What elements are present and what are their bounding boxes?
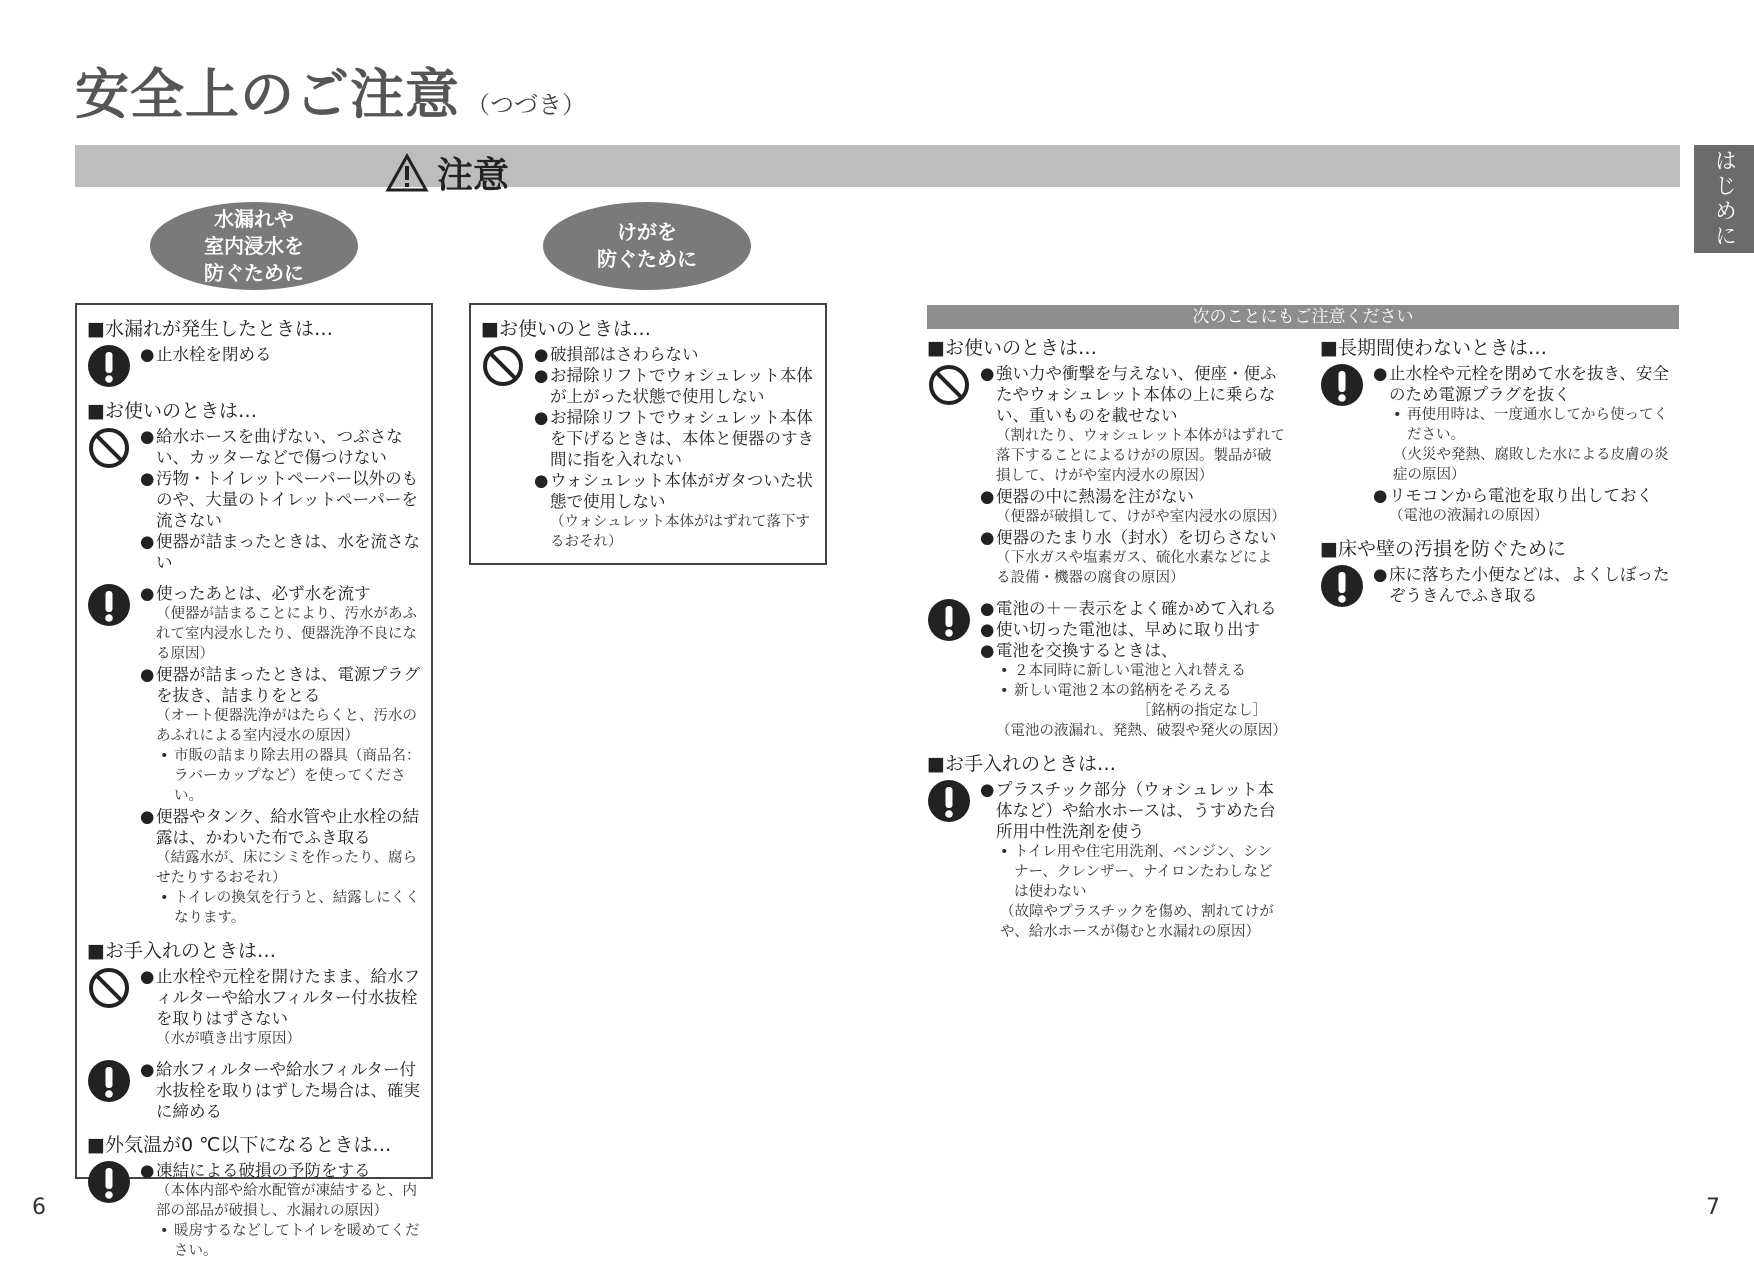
instruction-item: ● 便器の中に熱湯を注がない bbox=[980, 486, 1285, 507]
oval-line: 水漏れや bbox=[214, 206, 294, 231]
instruction-item: ● 給水ホースを曲げない、つぶさない、カッターなどで傷つけない bbox=[140, 426, 427, 468]
instruction-item: ● 強い力や衝撃を与えない、便座・便ふたやウォシュレット本体の上に乗らない、重いものを載せない bbox=[980, 363, 1285, 426]
instruction-bullet: • ２本同時に新しい電池と入れ替える bbox=[980, 661, 1285, 681]
oval-line: 室内浸水を bbox=[204, 233, 304, 258]
section-heading: ■水漏れが発生したときは… bbox=[87, 318, 333, 340]
other-cautions-band: 次のことにもご注意ください bbox=[927, 305, 1679, 329]
instruction-item: ● 床に落ちた小便などは、よくしぼったぞうきんでふき取る bbox=[1373, 564, 1680, 606]
oval-water-prevention bbox=[150, 202, 358, 290]
caution-label bbox=[385, 147, 509, 198]
prohibition-icon bbox=[481, 344, 525, 388]
instruction-item: ● 給水フィルターや給水フィルター付水抜栓を取りはずした場合は、確実に締める bbox=[140, 1059, 427, 1122]
column-injury bbox=[481, 316, 819, 562]
instruction-group bbox=[87, 344, 427, 388]
column-other-right bbox=[1320, 335, 1680, 618]
instruction-item: ● お掃除リフトでウォシュレット本体を下げるときは、本体と便器のすき間に指を入れない bbox=[534, 407, 819, 470]
instruction-bullet: • 新しい電池２本の銘柄をそろえる bbox=[980, 681, 1285, 701]
instruction-group bbox=[927, 779, 1285, 942]
instruction-item: ● リモコンから電池を取り出しておく bbox=[1373, 485, 1680, 506]
instruction-group bbox=[87, 426, 427, 573]
page-number-left: 6 bbox=[32, 1195, 46, 1220]
caution-text: 注意 bbox=[437, 155, 510, 196]
instruction-group bbox=[1320, 564, 1680, 608]
instruction-note: （電池の液漏れの原因） bbox=[1389, 508, 1549, 524]
caution-bar bbox=[75, 145, 1680, 196]
instruction-note: （便器が破損して、けがや室内浸水の原因） bbox=[996, 509, 1286, 525]
mandatory-action-icon bbox=[87, 1160, 131, 1204]
instruction-note: （便器が詰まることにより、汚水があふれて室内浸水したり、便器洗浄不良になる原因） bbox=[156, 606, 417, 662]
prohibition-icon bbox=[87, 426, 131, 470]
instruction-note: （オート便器洗浄がはたらくと、汚水のあふれによる室内浸水の原因） bbox=[156, 708, 417, 744]
instruction-item: ● 止水栓を閉める bbox=[140, 344, 427, 365]
instruction-group bbox=[87, 1160, 427, 1261]
title-text: 安全上のご注意 bbox=[75, 63, 460, 126]
instruction-note: ［銘柄の指定なし］ bbox=[1136, 703, 1267, 719]
section-heading: ■お使いのときは… bbox=[87, 400, 257, 422]
mandatory-action-icon bbox=[87, 1059, 131, 1103]
prohibition-icon bbox=[87, 966, 131, 1010]
instruction-bullet: • 市販の詰まり除去用の器具（商品名：ラバーカップなど）を使ってください。 bbox=[140, 746, 427, 806]
instruction-item: ● お掃除リフトでウォシュレット本体が上がった状態で使用しない bbox=[534, 365, 819, 407]
instruction-item: ● 電池の＋－表示をよく確かめて入れる bbox=[980, 598, 1285, 619]
instruction-item: ● 使ったあとは、必ず水を流す bbox=[140, 583, 427, 604]
instruction-note: （火災や発熱、腐敗した水による皮膚の炎症の原因） bbox=[1393, 447, 1669, 483]
instruction-note: （下水ガスや塩素ガス、硫化水素などによる設備・機器の腐食の原因） bbox=[996, 550, 1272, 586]
oval-line: 防ぐために bbox=[204, 260, 304, 285]
instruction-item: ● 便器が詰まったときは、水を流さない bbox=[140, 531, 427, 573]
section-heading: ■床や壁の汚損を防ぐために bbox=[1320, 538, 1566, 560]
instruction-bullet: • 再使用時は、一度通水してから使ってください。 bbox=[1373, 405, 1680, 445]
section-heading: ■外気温が0 ℃以下になるときは… bbox=[87, 1134, 392, 1156]
section-heading: ■お手入れのときは… bbox=[927, 753, 1116, 775]
instruction-note: （本体内部や給水配管が凍結すると、内部の部品が破損し、水漏れの原因） bbox=[156, 1183, 417, 1219]
instruction-item: ● 電池を交換するときは、 bbox=[980, 640, 1285, 661]
prohibition-icon bbox=[927, 363, 971, 407]
instruction-item: ● ウォシュレット本体がガタついた状態で使用しない bbox=[534, 470, 819, 512]
oval-line: けがを bbox=[617, 220, 677, 244]
mandatory-action-icon bbox=[1320, 564, 1364, 608]
instruction-item: ● プラスチック部分（ウォシュレット本体など）や給水ホースは、うすめた台所用中性洗剤を使う bbox=[980, 779, 1285, 842]
column-water bbox=[87, 316, 427, 1271]
section-heading: ■長期間使わないときは… bbox=[1320, 337, 1547, 359]
page-number-right: 7 bbox=[1706, 1195, 1720, 1220]
instruction-group bbox=[87, 1059, 427, 1122]
oval-line: 防ぐために bbox=[597, 247, 697, 271]
mandatory-action-icon bbox=[1320, 363, 1364, 407]
instruction-group bbox=[87, 583, 427, 928]
instruction-note: （ウォシュレット本体がはずれて落下するおそれ） bbox=[550, 514, 810, 550]
section-heading: ■お使いのときは… bbox=[927, 337, 1097, 359]
side-tab[interactable]: はじめに bbox=[1694, 145, 1754, 253]
instruction-item: ● 破損部はさわらない bbox=[534, 344, 819, 365]
instruction-group bbox=[87, 966, 427, 1049]
instruction-note: （故障やプラスチックを傷め、割れてけがや、給水ホースが傷むと水漏れの原因） bbox=[1000, 904, 1274, 940]
instruction-item: ● 止水栓や元栓を閉めて水を抜き、安全のため電源プラグを抜く bbox=[1373, 363, 1680, 405]
mandatory-action-icon bbox=[87, 583, 131, 627]
mandatory-action-icon bbox=[927, 779, 971, 823]
instruction-bullet: • トイレの換気を行うと、結露しにくくなります。 bbox=[140, 888, 427, 928]
instruction-note: （割れたり、ウォシュレット本体がはずれて落下することによるけがの原因。製品が破損して、けがや室内浸水の原因） bbox=[996, 428, 1285, 484]
column-other-left bbox=[927, 335, 1285, 952]
instruction-item: ● 使い切った電池は、早めに取り出す bbox=[980, 619, 1285, 640]
instruction-group bbox=[481, 344, 819, 552]
section-heading: ■お手入れのときは… bbox=[87, 940, 276, 962]
instruction-group bbox=[1320, 363, 1680, 526]
instruction-group bbox=[927, 363, 1285, 588]
title-sub: （つづき） bbox=[466, 91, 586, 119]
mandatory-action-icon bbox=[927, 598, 971, 642]
instruction-item: ● 凍結による破損の予防をする bbox=[140, 1160, 427, 1181]
instruction-item: ● 止水栓や元栓を開けたまま、給水フィルターや給水フィルター付水抜栓を取りはずさない bbox=[140, 966, 427, 1029]
instruction-item: ● 便器が詰まったときは、電源プラグを抜き、詰まりをとる bbox=[140, 664, 427, 706]
instruction-note: （水が噴き出す原因） bbox=[156, 1031, 301, 1047]
instruction-item: ● 汚物・トイレットペーパー以外のものや、大量のトイレットペーパーを流さない bbox=[140, 468, 427, 531]
instruction-note: （結露水が、床にシミを作ったり、腐らせたりするおそれ） bbox=[156, 850, 417, 886]
instruction-item: ● 便器やタンク、給水管や止水栓の結露は、かわいた布でふき取る bbox=[140, 806, 427, 848]
instruction-bullet: • 暖房するなどしてトイレを暖めてください。 bbox=[140, 1221, 427, 1261]
oval-injury-prevention bbox=[543, 202, 751, 290]
instruction-bullet: • トイレ用や住宅用洗剤、ベンジン、シンナー、クレンザー、ナイロンたわしなどは使わない bbox=[980, 842, 1285, 902]
warning-triangle-icon bbox=[385, 153, 429, 193]
instruction-group bbox=[927, 598, 1285, 741]
instruction-note: （電池の液漏れ、発熱、破裂や発火の原因） bbox=[996, 723, 1287, 739]
instruction-item: ● 便器のたまり水（封水）を切らさない bbox=[980, 527, 1285, 548]
section-heading: ■お使いのときは… bbox=[481, 318, 651, 340]
page-title bbox=[75, 52, 586, 129]
mandatory-action-icon bbox=[87, 344, 131, 388]
